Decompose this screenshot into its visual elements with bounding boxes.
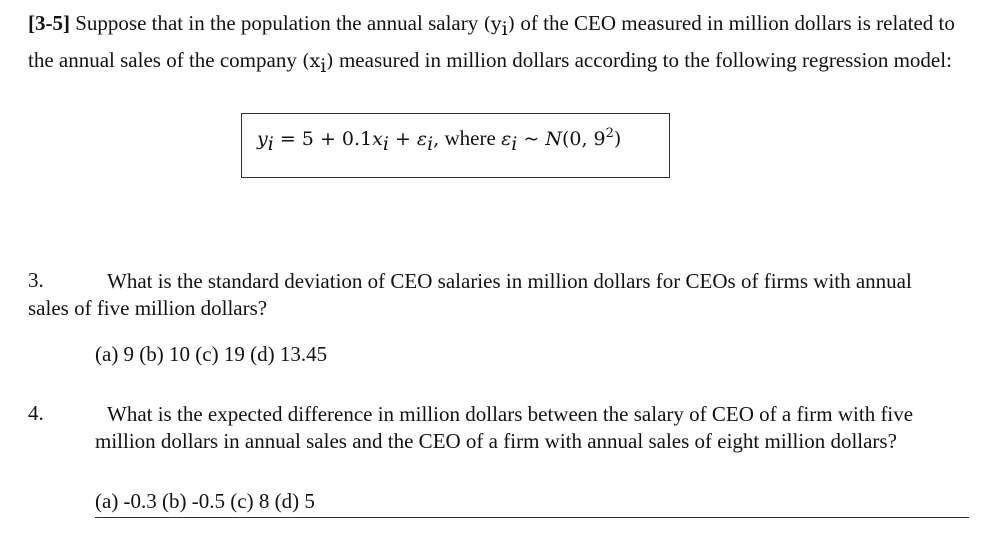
question-4-line-1: What is the expected difference in million dollars between the salary of CEO of a firm with five <box>107 402 914 426</box>
eq-normal: N <box>545 128 562 150</box>
bottom-divider <box>95 517 969 518</box>
eq-eps: ε <box>416 128 428 150</box>
intro-text-1: Suppose that in the population the annual salary <box>69 11 484 35</box>
sales-var-close: ) <box>326 50 334 73</box>
eq-close: ) <box>613 128 622 150</box>
question-3-line-2: sales of five million dollars? <box>28 296 268 320</box>
eq-plus: + <box>388 128 417 150</box>
salary-var-sub: i <box>501 18 508 41</box>
eq-lhs-sub: i <box>267 133 274 156</box>
intro-text-3: measured in million dollars according to the following regression model: <box>333 48 952 73</box>
salary-var-open: (y <box>483 13 502 35</box>
question-3-text <box>28 268 978 322</box>
question-4-line-2: million dollars in annual sales and the CEO of a firm with annual sales of eight million dollars? <box>95 429 897 453</box>
eq-x-sub: i <box>382 133 389 156</box>
eq-x: x <box>372 128 383 150</box>
question-3-line-1: What is the standard deviation of CEO salaries in million dollars for CEOs of firms with annual <box>107 269 912 293</box>
question-4-options: (a) -0.3 (b) -0.5 (c) 8 (d) 5 <box>95 489 315 513</box>
sales-var-sub: i <box>320 55 327 78</box>
eq-where: where <box>439 126 502 150</box>
eq-lhs: y <box>257 128 268 150</box>
eq-params: (0, 9 <box>561 128 606 150</box>
eq-eps2: ε <box>501 128 512 150</box>
salary-var-close: ) <box>507 13 516 35</box>
question-3-options: (a) 9 (b) 10 (c) 19 (d) 13.45 <box>95 342 328 366</box>
problem-intro <box>28 8 978 82</box>
eq-comma: , <box>433 128 440 150</box>
question-3-number: 3. <box>28 268 44 292</box>
intro-text-2: of the CEO measured in million dollars is related to the annual sales of the company <box>28 11 955 73</box>
eq-eps2-sub: i <box>511 133 518 156</box>
eq-sup: 2 <box>605 126 614 141</box>
sales-var-open: (x <box>302 50 321 73</box>
regression-equation <box>257 126 621 155</box>
question-4-number: 4. <box>28 401 44 425</box>
regression-equation-box <box>241 113 670 178</box>
problem-range-tag: [3-5] <box>28 11 70 35</box>
eq-eps-sub: i <box>427 133 434 156</box>
eq-dist: ~ <box>517 128 546 150</box>
question-4-text <box>95 401 995 455</box>
eq-rhs-const: = 5 + 0.1 <box>273 128 373 150</box>
